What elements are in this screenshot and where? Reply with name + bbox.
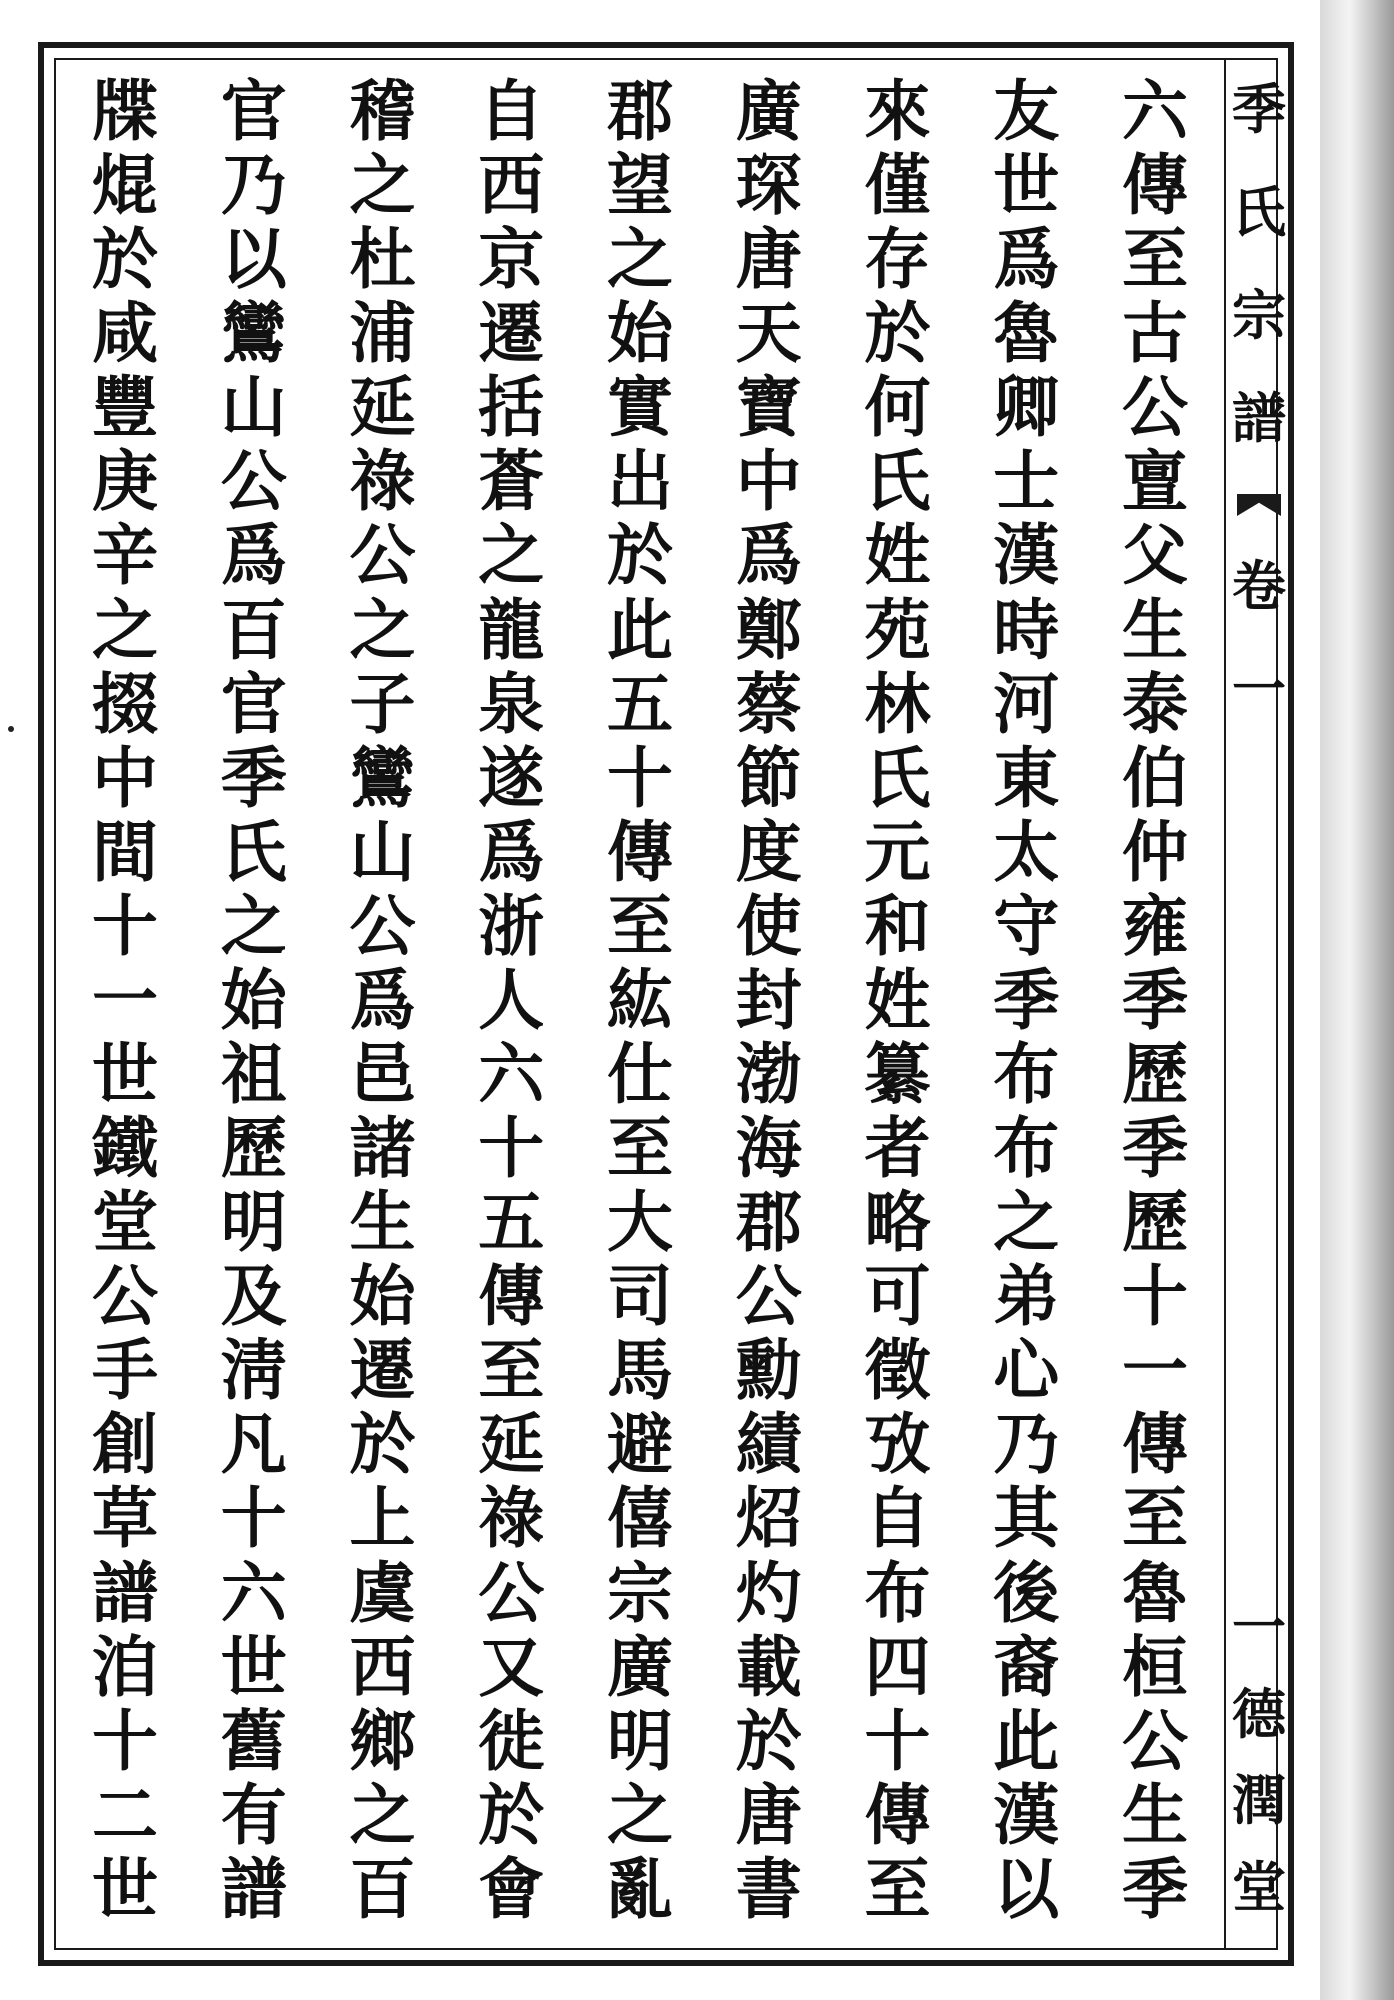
column-char: 公 [1122,368,1188,447]
column-char: 姓 [864,960,931,1039]
column-char: 氏 [864,738,931,817]
column-char: 上 [349,1479,416,1558]
column-char: 氏 [864,442,931,521]
column-char: 十 [1122,1257,1188,1336]
column-char: 琛 [735,146,802,225]
column-char: 掇 [92,664,158,743]
column-char: 始 [607,294,673,373]
running-title-char: 譜 [1232,386,1286,450]
column-char: 至 [1122,1479,1188,1558]
column-char: 其 [993,1479,1060,1558]
running-title-char: 氏 [1232,180,1286,244]
column-char: 林 [864,664,931,743]
column-char: 紘 [607,960,673,1039]
column-char: 之 [349,590,416,669]
column-char: 牒 [92,72,158,150]
column-char: 會 [478,1849,545,1928]
column-char: 魯 [993,294,1060,373]
column-char: 十 [92,886,158,965]
column-char: 載 [735,1627,802,1706]
column-char: 於 [92,220,158,299]
text-column [328,72,438,1928]
column-char: 僅 [864,146,931,225]
column-char: 之 [993,1183,1060,1262]
column-char: 至 [478,1331,545,1410]
column-char: 舊 [220,1701,287,1780]
column-char: 爲 [349,960,416,1039]
column-char: 之 [220,886,287,965]
column-char: 泉 [478,664,545,743]
column-char: 世 [92,1849,158,1928]
column-char: 世 [92,1035,158,1114]
column-char: 百 [220,590,287,669]
column-char: 仕 [607,1035,673,1114]
column-char: 邑 [349,1035,416,1114]
column-char: 宗 [607,1553,673,1632]
column-char: 避 [607,1405,673,1484]
column-char: 至 [607,1109,673,1188]
column-char: 古 [1122,294,1188,373]
column-char: 六 [1122,72,1188,150]
column-char: 浦 [349,294,416,373]
column-char: 徵 [864,1331,931,1410]
column-char: 河 [993,664,1060,743]
running-title [1228,77,1290,722]
column-char: 季 [1122,960,1188,1039]
column-char: 稽 [349,72,416,150]
column-char: 公 [478,1553,545,1632]
hall-name-char: 一 [1232,1595,1286,1659]
column-char: 亶 [1122,442,1188,521]
column-char: 泰 [1122,664,1188,743]
column-char: 遂 [478,738,545,817]
column-char: 世 [993,146,1060,225]
column-char: 裔 [993,1627,1060,1706]
column-char: 浙 [478,886,545,965]
column-char: 始 [220,960,287,1039]
column-char: 灼 [735,1553,802,1632]
volume-char: 卷 [1232,554,1286,618]
column-char: 鐵 [92,1109,158,1188]
column-char: 布 [993,1109,1060,1188]
column-char: 間 [92,812,158,891]
column-char: 元 [864,812,931,891]
column-char: 此 [993,1701,1060,1780]
column-char: 仲 [1122,812,1188,891]
column-char: 傳 [1122,146,1188,225]
column-char: 司 [607,1257,673,1336]
column-char: 攷 [864,1405,931,1484]
column-char: 龍 [478,590,545,669]
column-char: 炤 [735,1479,802,1558]
text-column [456,72,566,1928]
ink-speck [8,726,14,732]
column-char: 於 [864,294,931,373]
column-char: 出 [607,442,673,521]
column-char: 弟 [993,1257,1060,1336]
column-char: 豐 [92,368,158,447]
text-column [971,72,1081,1928]
column-char: 祖 [220,1035,287,1114]
column-char: 凡 [220,1405,287,1484]
column-char: 中 [735,442,802,521]
text-column [70,72,180,1928]
column-char: 蔡 [735,664,802,743]
column-char: 士 [993,442,1060,521]
column-char: 譜 [92,1553,158,1632]
column-char: 自 [864,1479,931,1558]
column-char: 子 [349,664,416,743]
column-char: 延 [349,368,416,447]
column-char: 馬 [607,1331,673,1410]
column-char: 存 [864,220,931,299]
column-char: 鄭 [735,590,802,669]
column-char: 四 [864,1627,931,1706]
column-char: 望 [607,146,673,225]
column-char: 爲 [478,812,545,891]
column-char: 虞 [349,1553,416,1632]
column-char: 之 [92,590,158,669]
column-char: 堂 [92,1183,158,1262]
column-char: 節 [735,738,802,817]
column-char: 寶 [735,368,802,447]
column-char: 五 [607,664,673,743]
column-char: 太 [993,812,1060,891]
column-char: 廣 [607,1627,673,1706]
column-char: 山 [220,368,287,447]
column-char: 父 [1122,516,1188,595]
column-char: 實 [607,368,673,447]
text-column [1100,72,1210,1928]
column-char: 一 [92,960,158,1039]
column-char: 東 [993,738,1060,817]
hall-name-char: 堂 [1232,1854,1286,1919]
column-char: 勳 [735,1331,802,1410]
column-char: 譜 [220,1849,287,1928]
column-char: 爲 [993,220,1060,299]
column-char: 始 [349,1257,416,1336]
column-char: 公 [349,886,416,965]
column-char: 辛 [92,516,158,595]
column-char: 乃 [220,146,287,225]
column-char: 廣 [735,72,802,150]
column-char: 心 [993,1331,1060,1410]
column-char: 公 [735,1257,802,1336]
column-char: 卿 [993,368,1060,447]
column-char: 之 [349,1775,416,1854]
column-char: 於 [607,516,673,595]
column-char: 布 [993,1035,1060,1114]
column-char: 世 [220,1627,287,1706]
column-char: 六 [478,1035,545,1114]
column-char: 明 [220,1183,287,1262]
column-char: 鸞 [220,294,287,373]
column-char: 氏 [220,812,287,891]
column-char: 之 [478,516,545,595]
column-char: 生 [1122,590,1188,669]
column-char: 生 [349,1183,416,1262]
margin-strip-rule [1224,58,1226,1950]
column-char: 天 [735,294,802,373]
fish-tail-mark [1237,494,1281,516]
column-char: 此 [607,590,673,669]
column-char: 略 [864,1183,931,1262]
column-char: 季 [993,960,1060,1039]
column-char: 至 [864,1849,931,1928]
column-char: 有 [220,1775,287,1854]
column-char: 友 [993,72,1060,150]
column-char: 唐 [735,1775,802,1854]
text-column [585,72,695,1928]
column-char: 中 [92,738,158,817]
column-char: 創 [92,1405,158,1484]
column-char: 魯 [1122,1553,1188,1632]
column-char: 書 [735,1849,802,1928]
column-char: 以 [993,1849,1060,1928]
column-char: 及 [220,1257,287,1336]
column-char: 百 [349,1849,416,1928]
hall-name-char: 德 [1232,1681,1286,1746]
column-char: 庚 [92,442,158,521]
column-char: 咸 [92,294,158,373]
column-char: 明 [607,1701,673,1780]
column-char: 海 [735,1109,802,1188]
column-char: 蒼 [478,442,545,521]
column-char: 祿 [478,1479,545,1558]
column-char: 公 [92,1257,158,1336]
column-char: 封 [735,960,802,1039]
column-char: 僖 [607,1479,673,1558]
column-char: 度 [735,812,802,891]
column-char: 十 [92,1701,158,1780]
column-char: 爲 [735,516,802,595]
column-char: 雍 [1122,886,1188,965]
column-char: 又 [478,1627,545,1706]
column-char: 傳 [864,1775,931,1854]
column-char: 自 [478,72,545,150]
column-char: 郡 [607,72,673,150]
column-char: 遷 [349,1331,416,1410]
column-char: 後 [993,1553,1060,1632]
column-char: 苑 [864,590,931,669]
column-char: 草 [92,1479,158,1558]
column-char: 於 [349,1405,416,1484]
column-char: 公 [349,516,416,595]
column-char: 和 [864,886,931,965]
column-char: 亂 [607,1849,673,1928]
column-char: 季 [1122,1849,1188,1928]
column-char: 傳 [478,1257,545,1336]
column-char: 使 [735,886,802,965]
column-char: 歷 [220,1109,287,1188]
column-char: 至 [607,886,673,965]
column-char: 季 [220,738,287,817]
column-char: 人 [478,960,545,1039]
column-char: 之 [349,146,416,225]
column-char: 纂 [864,1035,931,1114]
column-char: 手 [92,1331,158,1410]
column-char: 遷 [478,294,545,373]
column-char: 官 [220,72,287,150]
column-char: 歷 [1122,1183,1188,1262]
column-char: 郡 [735,1183,802,1262]
column-char: 漢 [993,1775,1060,1854]
text-columns [70,72,1210,1928]
volume-char: 一 [1232,657,1286,721]
column-char: 伯 [1122,738,1188,817]
column-char: 十 [478,1109,545,1188]
column-char: 徙 [478,1701,545,1780]
column-char: 可 [864,1257,931,1336]
page-edge-shadow [1320,0,1394,2000]
column-char: 歷 [1122,1035,1188,1114]
column-char: 以 [220,220,287,299]
column-char: 鄉 [349,1701,416,1780]
column-char: 之 [607,1775,673,1854]
column-char: 延 [478,1405,545,1484]
column-char: 爲 [220,516,287,595]
page-edge-rule [1290,58,1294,1950]
column-char: 西 [478,146,545,225]
column-char: 漢 [993,516,1060,595]
column-char: 姓 [864,516,931,595]
column-char: 鸞 [349,738,416,817]
column-char: 渤 [735,1035,802,1114]
text-column [714,72,824,1928]
column-char: 六 [220,1553,287,1632]
column-char: 之 [607,220,673,299]
column-char: 於 [735,1701,802,1780]
column-char: 布 [864,1553,931,1632]
column-char: 淸 [220,1331,287,1410]
column-char: 何 [864,368,931,447]
column-char: 大 [607,1183,673,1262]
column-char: 西 [349,1627,416,1706]
text-column [843,72,953,1928]
column-char: 乃 [993,1405,1060,1484]
column-char: 公 [1122,1701,1188,1780]
column-char: 於 [478,1775,545,1854]
column-char: 官 [220,664,287,743]
column-char: 績 [735,1405,802,1484]
column-char: 一 [1122,1331,1188,1410]
column-char: 焜 [92,146,158,225]
text-column [199,72,309,1928]
column-char: 十 [607,738,673,817]
column-char: 生 [1122,1775,1188,1854]
column-char: 傳 [1122,1405,1188,1484]
column-char: 時 [993,590,1060,669]
column-char: 二 [92,1775,158,1854]
column-char: 杜 [349,220,416,299]
column-char: 桓 [1122,1627,1188,1706]
column-char: 季 [1122,1109,1188,1188]
column-char: 洎 [92,1627,158,1706]
column-char: 守 [993,886,1060,965]
column-char: 山 [349,812,416,891]
column-char: 十 [220,1479,287,1558]
column-char: 傳 [607,812,673,891]
column-char: 公 [220,442,287,521]
column-char: 京 [478,220,545,299]
running-title-char: 季 [1232,77,1286,141]
column-char: 十 [864,1701,931,1780]
column-char: 來 [864,72,931,150]
column-char: 祿 [349,442,416,521]
hall-name [1228,1595,1290,1920]
hall-name-char: 潤 [1232,1768,1286,1833]
column-char: 者 [864,1109,931,1188]
column-char: 括 [478,368,545,447]
column-char: 五 [478,1183,545,1262]
column-char: 唐 [735,220,802,299]
column-char: 至 [1122,220,1188,299]
running-title-char: 宗 [1232,283,1286,347]
column-char: 諸 [349,1109,416,1188]
